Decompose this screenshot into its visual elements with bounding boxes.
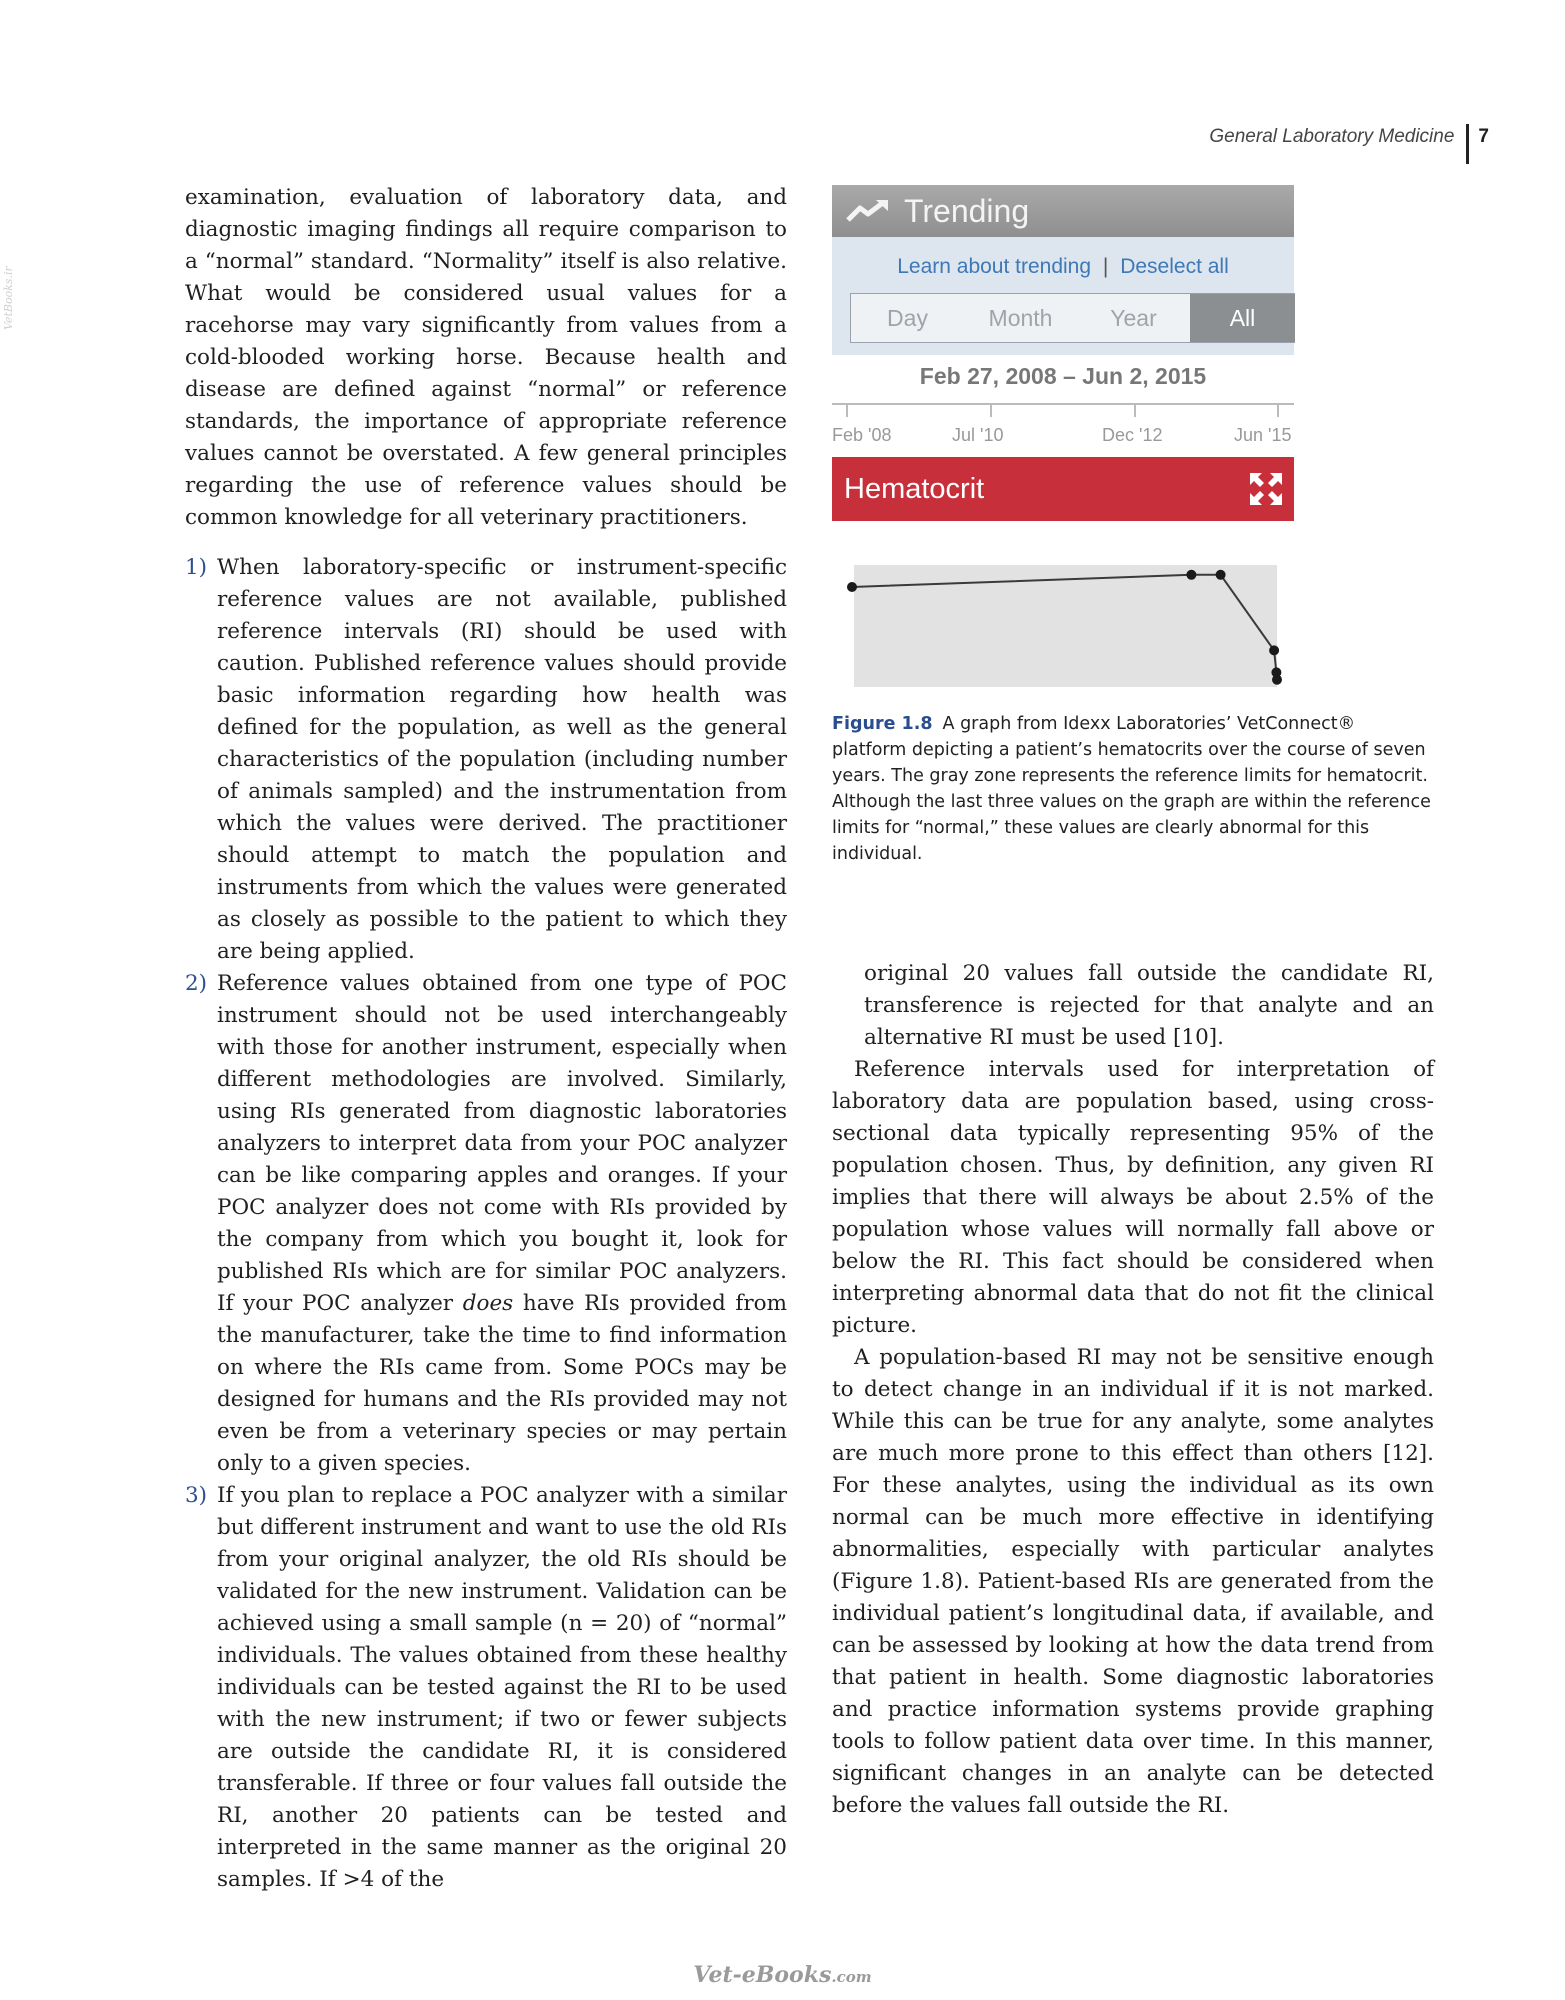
side-watermark: VetBooks.ir — [2, 266, 15, 330]
caption-text: A graph from Idexx Laboratories’ VetConnect® platform depicting a patient’s hematocrits over the course of seven years. The gray zone represents the reference limits for hematocrit. Although the last three values on the graph are within the reference limits for “normal,” these values are clearly abnormal for this individual. — [832, 714, 1431, 864]
footer-logo — [0, 1962, 1565, 1988]
deselect-all-link[interactable]: Deselect all — [1120, 255, 1229, 278]
timeline-tick — [1134, 403, 1136, 417]
trending-panel — [832, 185, 1294, 355]
timeline-tick — [1277, 403, 1279, 417]
emphasis-does: does — [462, 1291, 514, 1316]
page-number: 7 — [1478, 126, 1489, 147]
timeline-line — [832, 403, 1294, 405]
principles-list — [185, 552, 787, 1896]
list-item — [185, 968, 787, 1480]
item3-continuation: original 20 values fall outside the candidate RI, transference is rejected for that analyte and an alternative RI must be used [10]. — [864, 961, 1434, 1050]
panel-spacer — [832, 343, 1294, 355]
trending-icon — [846, 198, 890, 224]
timeline-tick — [846, 403, 848, 417]
tab-year[interactable]: Year — [1110, 304, 1157, 331]
running-head — [1209, 124, 1489, 164]
timeline-label: Jun '15 — [1234, 425, 1292, 445]
intro-paragraph: examination, evaluation of laboratory data, and diagnostic imaging findings all require comparison to a “normal” standard. “Normality” itself is also relative. What would be considered usual values for a racehorse may vary significantly from values from a cold-blooded working horse. Because health and disease are defined against “normal” or reference standards, the importance of appropriate reference values cannot be overstated. A few general principles regarding the use of reference values should be common knowledge for all veterinary practitioners. — [185, 185, 787, 530]
timeline-tick — [990, 403, 992, 417]
data-point — [1186, 570, 1196, 580]
trending-header — [832, 185, 1294, 237]
timeline — [832, 355, 1294, 457]
analyte-name: Hematocrit — [844, 472, 985, 505]
list-item-text-part: Reference values obtained from one type of POC instrument should not be used interchangeably with those for another instrument, especially when different methodologies are involved. Similarly, using RIs generated from diagnostic laboratories analyzers to interpret data from your POC analyzer can be like comparing apples and oranges. If your POC analyzer does not come with RIs provided by the company from which you bought it, look for published RIs which are for similar POC analyzers. If your POC analyzer — [217, 971, 787, 1316]
data-point — [847, 582, 857, 592]
list-item-text: When laboratory-specific or instrument-specific reference values are not available, published reference intervals (RI) should be used with caution. Published reference values should provide basic information regarding how health was defined for the population, as well as the general characteristics of the population (including number of animals sampled) and the instrumentation from which the values were derived. The practitioner should attempt to match the population and instruments from which the values were generated as closely as possible to the patient to which they are being applied. — [217, 555, 787, 964]
data-point — [1272, 675, 1282, 685]
tab-all[interactable]: All — [1190, 294, 1295, 342]
paragraph-reference-intervals: Reference intervals used for interpretation of laboratory data are population based, using cross-sectional data typically representing 95% of the population chosen. Thus, by definition, any given RI implies that there will always be about 2.5% of the population whose values will normally fall above or below the RI. This fact should be considered when interpreting abnormal data that do not fit the clinical picture. — [832, 1057, 1434, 1338]
figure-1-8 — [832, 185, 1431, 867]
timeline-label: Feb '08 — [832, 425, 892, 445]
tab-day[interactable]: Day — [887, 304, 928, 331]
left-column — [185, 182, 787, 1896]
figure-caption — [832, 711, 1432, 867]
list-number: 2) — [185, 971, 208, 996]
date-range: Feb 27, 2008 – Jun 2, 2015 — [919, 363, 1207, 389]
list-item-text — [217, 968, 787, 1480]
tab-month[interactable]: Month — [988, 304, 1053, 331]
logo-suffix: .com — [831, 1968, 872, 1986]
range-tabs — [850, 293, 1295, 343]
learn-trending-link[interactable]: Learn about trending — [897, 255, 1092, 278]
list-number: 1) — [185, 555, 208, 580]
trending-title: Trending — [904, 192, 1030, 229]
running-title: General Laboratory Medicine — [1209, 126, 1455, 147]
paragraph-population-based: A population-based RI may not be sensitive enough to detect change in an individual if it is not marked. While this can be true for any analyte, some analytes are much more prone to this effect than others [12]. For these analytes, using the individual as its own normal can be much more effective in identifying abnormalities, especially with particular analytes (Figure 1.8). Patient-based RIs are generated from the individual patient’s longitudinal data, if available, and can be assessed by looking at how the data trend from that patient in health. Some diagnostic laboratories and practice information systems provide graphing tools to follow patient data over time. In this manner, significant changes in an analyte can be detected before the values fall outside the RI. — [832, 1345, 1434, 1818]
list-item-text-part: have RIs provided from the manufacturer, take the time to find information on where the RIs came from. Some POCs may be designed for humans and the RIs provided may not even be from a veterinary species or may pertain only to a given species. — [217, 1291, 787, 1476]
list-number: 3) — [185, 1483, 208, 1508]
right-column — [832, 958, 1434, 1822]
trending-links — [832, 237, 1294, 293]
list-item-text: If you plan to replace a POC analyzer with a similar but different instrument and want to use the old RIs from your original analyzer, the old RIs should be validated for the new instrument. Validation can be achieved using a small sample (n = 20) of “normal” individuals. The values obtained from these healthy individuals can be tested against the RI to be used with the new instrument; if two or fewer subjects are outside the candidate RI, it is considered transferable. If three or four values fall outside the RI, another 20 patients can be tested and interpreted in the same manner as the original 20 samples. If >4 of the — [217, 1483, 787, 1892]
logo-main: Vet-eBooks — [693, 1962, 832, 1988]
reference-zone — [854, 565, 1277, 687]
timeline-label: Dec '12 — [1102, 425, 1163, 445]
data-point — [1216, 570, 1226, 580]
link-separator: | — [1102, 255, 1109, 278]
list-item — [185, 552, 787, 968]
expand-icon[interactable] — [1248, 471, 1284, 507]
caption-label: Figure 1.8 — [832, 714, 933, 734]
timeline-label: Jul '10 — [952, 425, 1004, 445]
data-point — [1269, 645, 1279, 655]
list-item — [185, 1480, 787, 1896]
hematocrit-bar[interactable] — [832, 457, 1294, 521]
hematocrit-chart — [832, 561, 1297, 691]
timeline-axis[interactable] — [832, 397, 1294, 457]
